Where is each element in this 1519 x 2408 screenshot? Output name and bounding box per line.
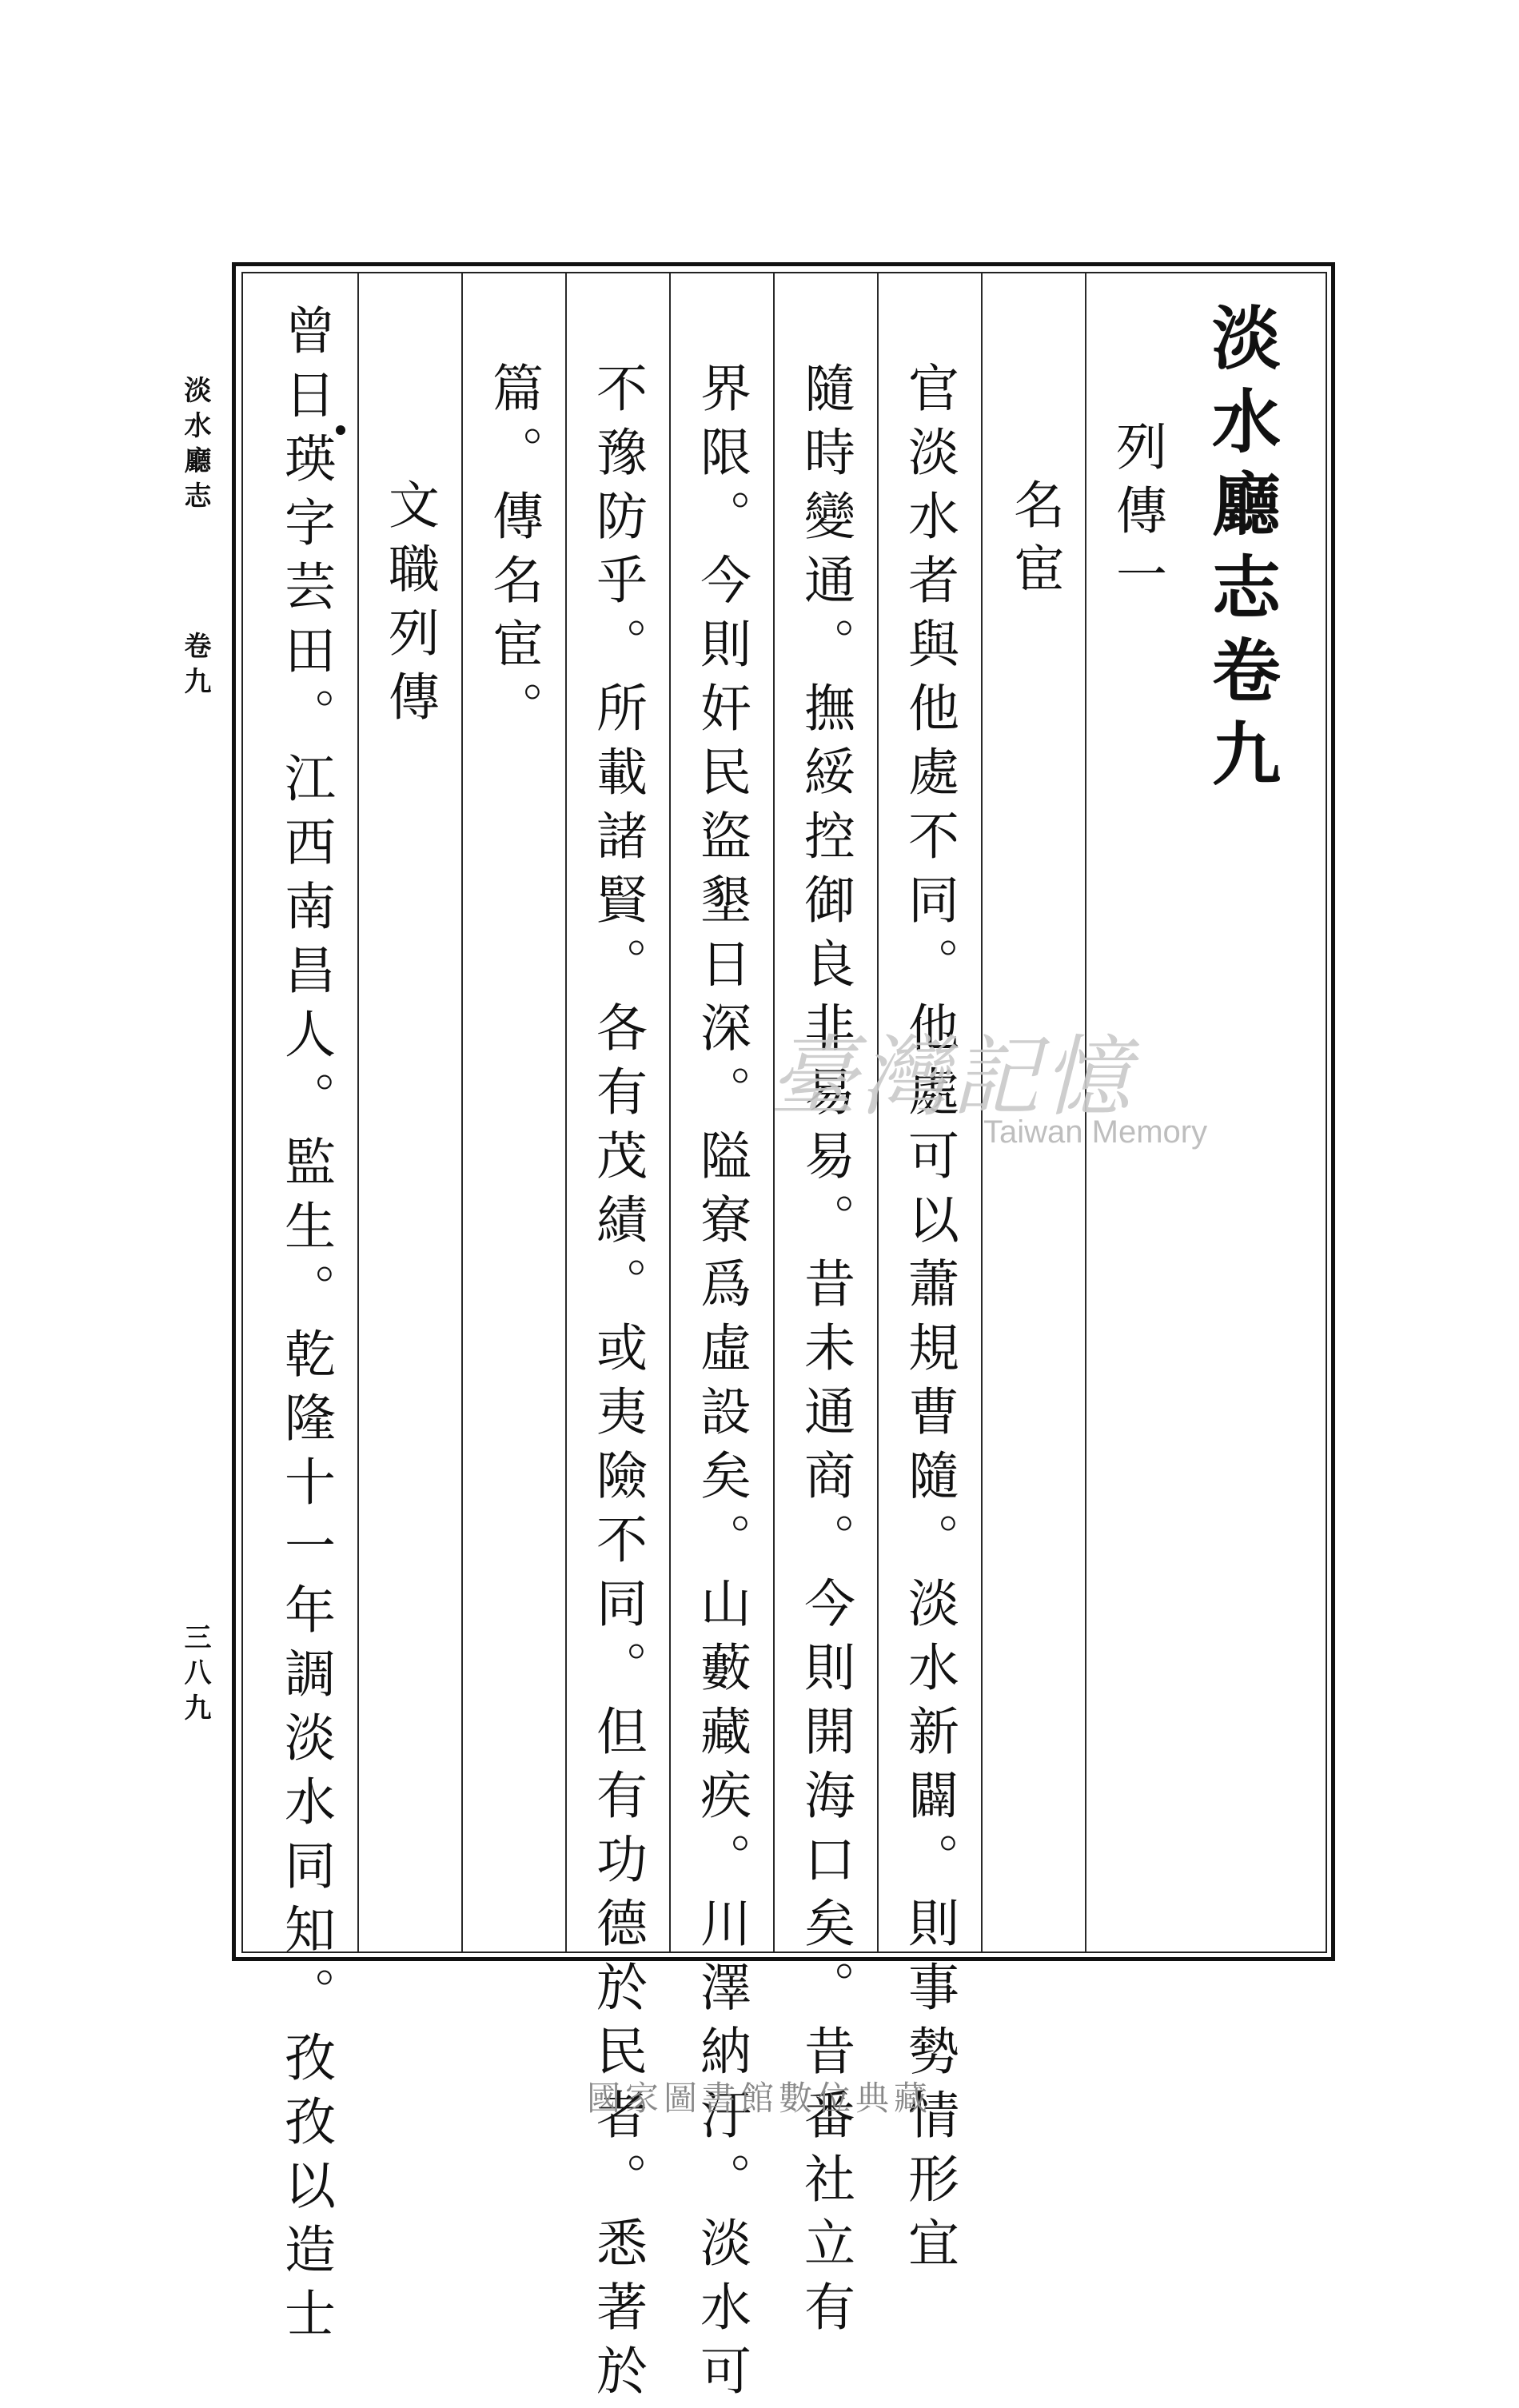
text-column: 不豫防乎。所載諸賢。各有茂績。或夷險不同。但有功德於民者。悉著於 — [588, 361, 647, 2408]
section-heading: 名宦 — [1005, 478, 1064, 606]
chapter-heading: 列傳一 — [1107, 420, 1166, 612]
page-number: 三八九 — [179, 1623, 211, 1728]
column-rule — [669, 273, 671, 1952]
text-column: 界限。今則奸民盜墾日深。隘寮爲虛設矣。山藪藏疾。川澤納汙。淡水可 — [692, 361, 751, 2408]
margin-volume: 卷九 — [179, 632, 211, 702]
watermark-chinese: 臺灣記憶 — [769, 1026, 1134, 1128]
subsection-heading: 文職列傳 — [380, 478, 439, 734]
watermark-english: Taiwan Memory — [983, 1114, 1208, 1150]
column-rule — [981, 273, 983, 1952]
column-rule — [877, 273, 879, 1952]
margin-book-title: 淡水廳志 — [179, 376, 211, 516]
column-rule — [565, 273, 567, 1952]
column-rule — [357, 273, 359, 1952]
footer-credit: 國家圖書館數位典藏 — [586, 2079, 932, 2118]
column-rule — [773, 273, 775, 1952]
page-title: 淡水廳志卷九 — [1200, 302, 1281, 801]
column-rule — [461, 273, 463, 1952]
text-column: 曾日瑛字芸田。江西南昌人。監生。乾隆十一年調淡水同知。孜孜以造士 — [276, 304, 335, 2350]
text-column: 官淡水者與他處不同。他處可以蕭規曹隨。淡水新闢。則事勢情形宜 — [899, 361, 959, 2280]
text-column: 篇。傳名宦。 — [484, 361, 543, 745]
text-column: 隨時變通。撫綏控御良非易易。昔未通商。今則開海口矣。昔番社立有 — [795, 361, 855, 2344]
column-rule — [1085, 273, 1086, 1952]
bullet-mark — [336, 425, 345, 435]
